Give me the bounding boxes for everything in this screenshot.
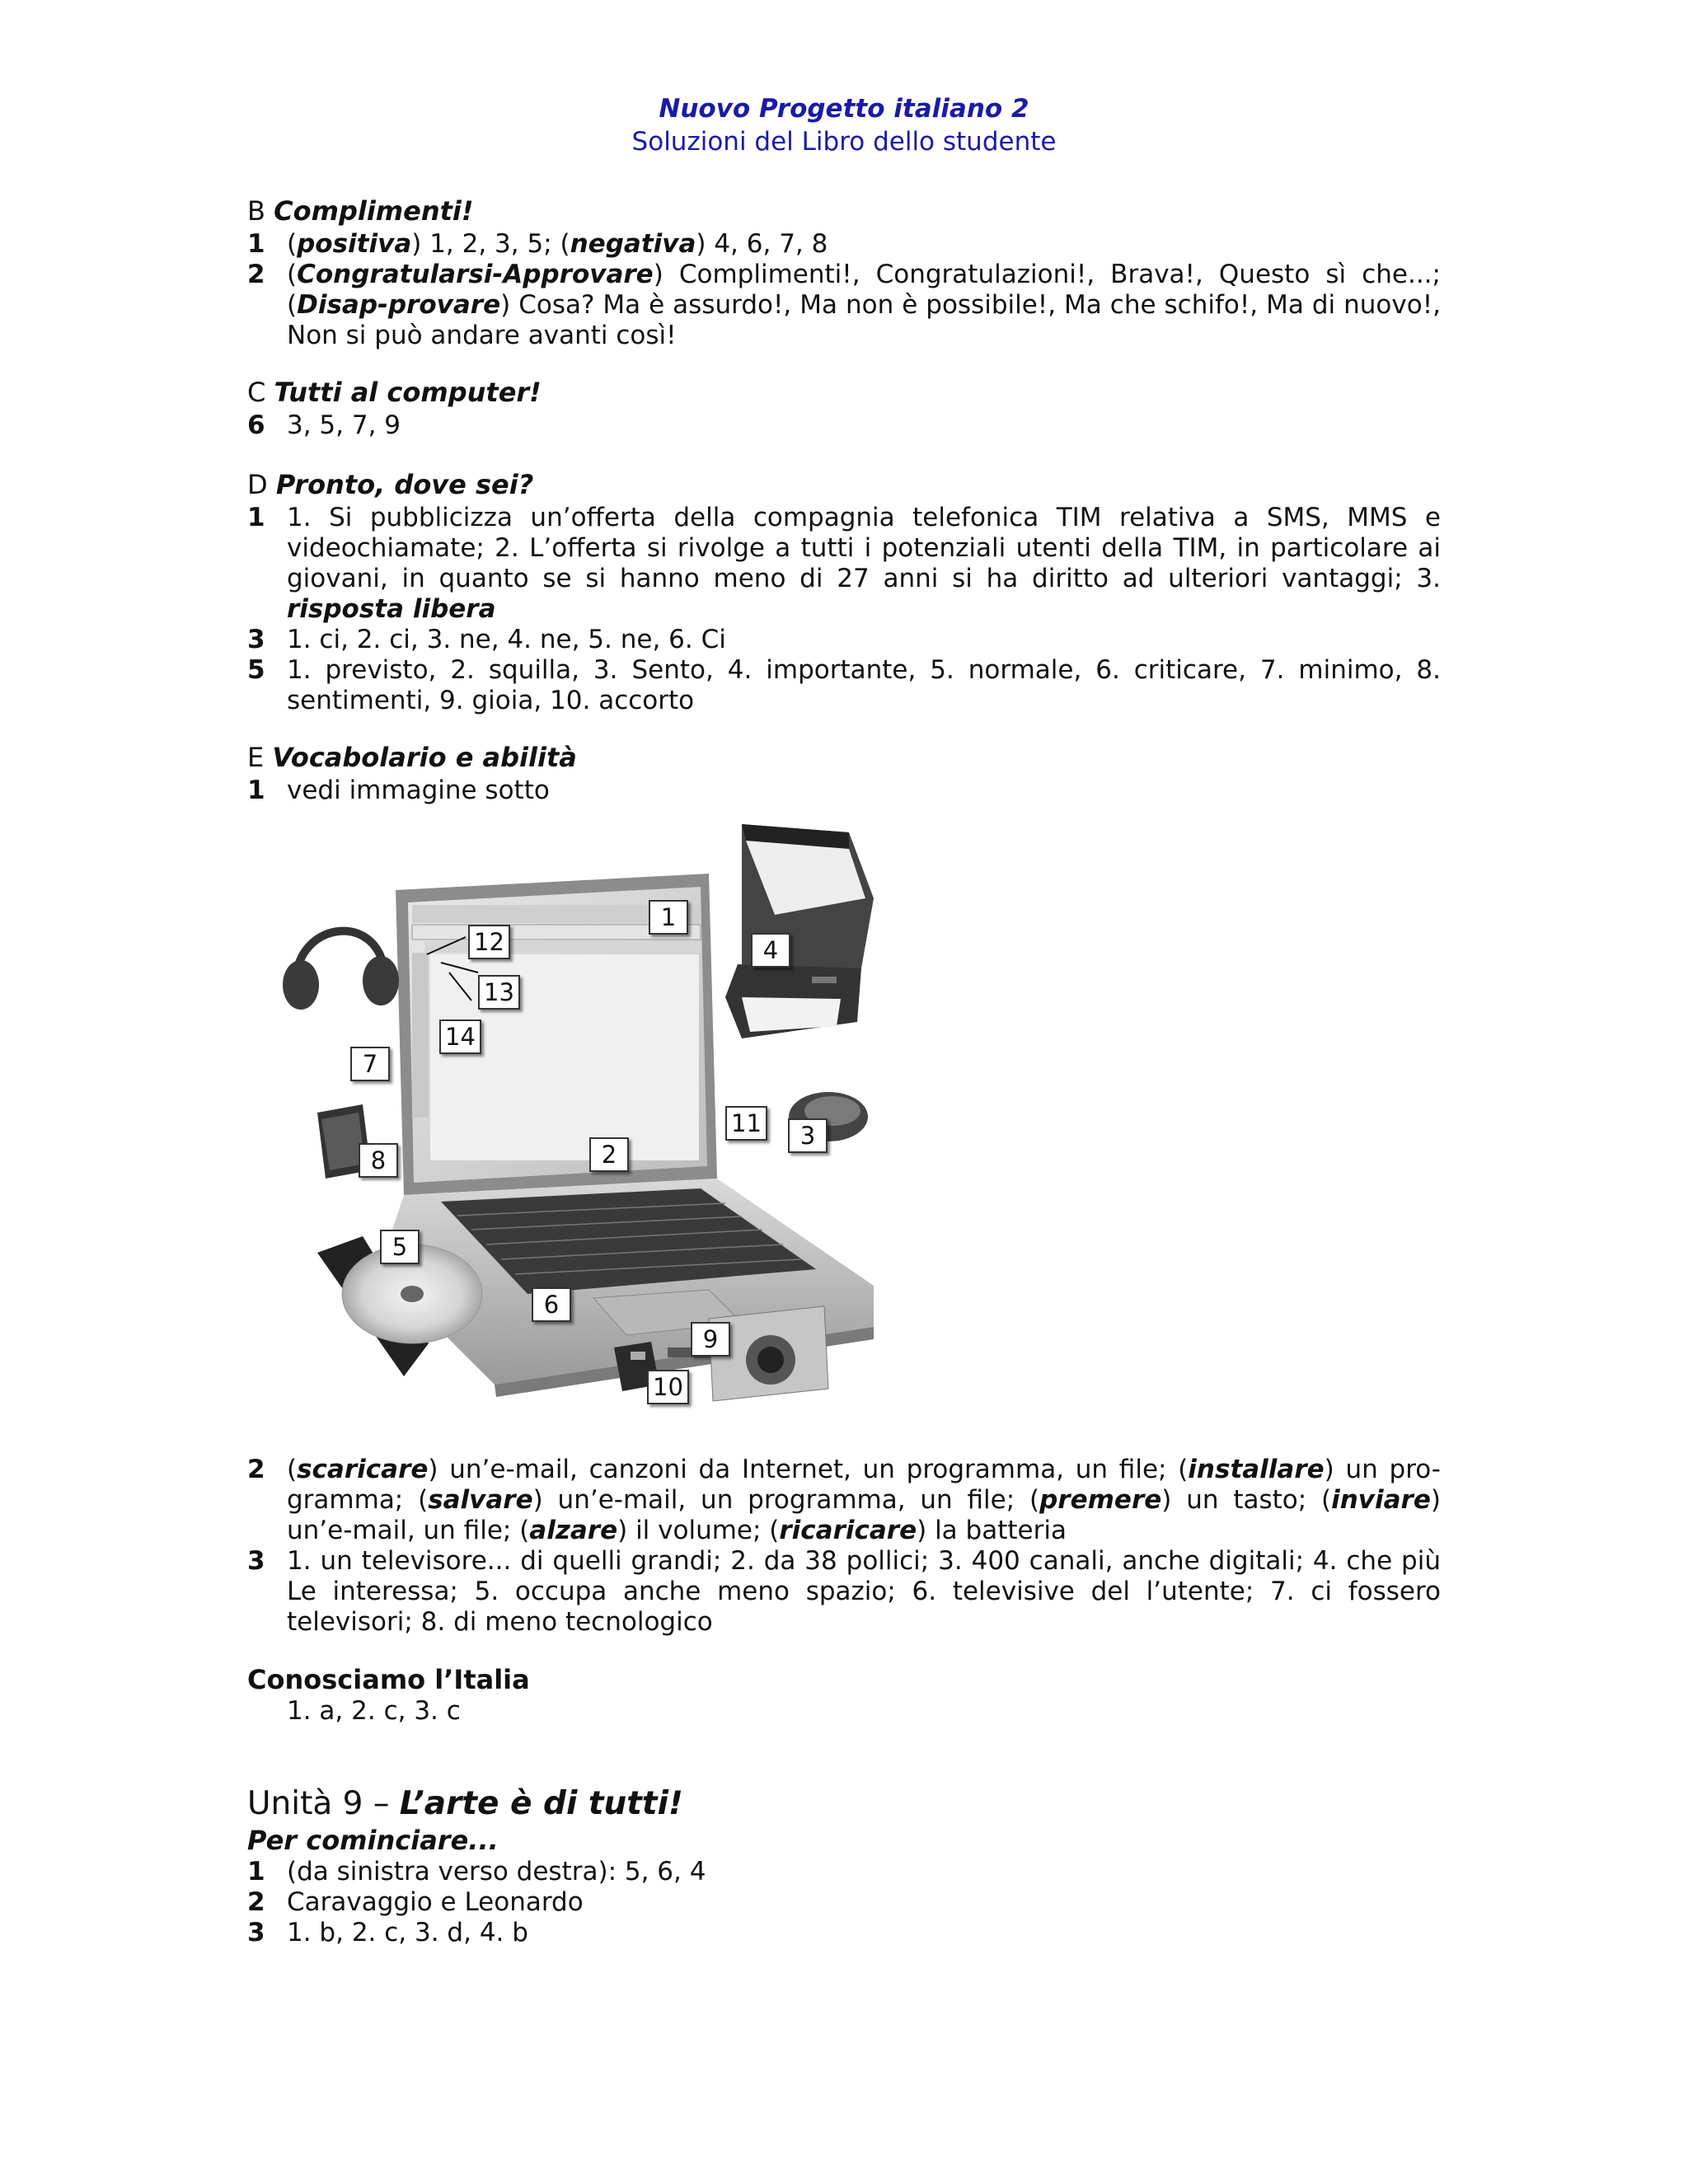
callout-13: 13: [478, 975, 520, 1010]
callout-11: 11: [725, 1106, 767, 1141]
conosciamo-answers: 1. a, 2. c, 3. c: [287, 1696, 461, 1726]
section-b-title: B Complimenti!: [247, 195, 474, 227]
callout-6: 6: [532, 1287, 571, 1322]
section-e: [247, 741, 1441, 806]
exercise-row: 1 1. Si pubblicizza un’offerta della compagnia telefonica TIM relativa a SMS, MMS e videochiamate; 2. L’offerta si rivolge a tutti i potenziali utenti della TIM, in particolare ai giovani, in quanto se si hanno meno di 27 anni si ha diritto ad ulteriori vantaggi; 3. risposta libera: [247, 503, 1441, 624]
exercise-row: 2 (scaricare) un’e-mail, canzoni da Internet, un programma, un file; (installare) un pro-gramma; (salvare) un’e-mail, un programma, un file; (premere) un tasto; (inviare) un’e-mail, un file; (alzare) il volume; (ricaricare) la batteria: [247, 1455, 1441, 1545]
section-d-title: D Pronto, dove sei?: [247, 469, 534, 500]
document-header: [0, 92, 1688, 158]
callout-5: 5: [380, 1230, 420, 1264]
equipment-drawing: [280, 808, 890, 1418]
exercise-row: 1 vedi immagine sotto: [247, 776, 550, 805]
section-d: [247, 468, 1441, 716]
unit-9-title: Unità 9 – L’arte è di tutti!: [247, 1785, 683, 1822]
exercise-row: 3 1. ci, 2. ci, 3. ne, 4. ne, 5. ne, 6. Ci: [247, 625, 726, 654]
callout-8: 8: [359, 1143, 398, 1178]
callout-2: 2: [589, 1137, 629, 1172]
callout-1: 1: [649, 900, 688, 935]
conosciamo-title: Conosciamo l’Italia: [247, 1664, 530, 1695]
section-c-title: C Tutti al computer!: [247, 377, 542, 408]
callout-12: 12: [468, 925, 510, 959]
exercise-row: 6 3, 5, 7, 9: [247, 410, 401, 440]
exercise-row: 3 1. un televisore... di quelli grandi; 2. da 38 pollici; 3. 400 canali, anche digitali; 4. che più Le interessa; 5. occupa anche meno spazio; 6. televisive del l’utente; 7. ci fossero televisori; 8. di meno tecnologico: [247, 1546, 1441, 1637]
printer-drawing: [725, 824, 874, 1038]
callout-9: 9: [691, 1322, 730, 1357]
section-b: [247, 194, 1441, 351]
unit-9-section: [247, 1784, 1441, 1948]
section-c: [247, 376, 1441, 441]
exercise-row: 2 (Congratularsi-Approvare) Complimenti!, Congratulazioni!, Brava!, Questo sì che...; (Disap-provare) Cosa? Ma è assurdo!, Ma non è possibile!, Ma che schifo!, Ma di nuovo!, Non si può andare avanti così!: [247, 260, 1441, 350]
book-title: Nuovo Progetto italiano 2: [659, 94, 1029, 124]
unit-9-subtitle: Per cominciare...: [247, 1825, 499, 1856]
section-e-continued: [247, 1455, 1441, 1638]
computer-equipment-illustration: [280, 808, 890, 1418]
exercise-row: 2 Caravaggio e Leonardo: [247, 1887, 584, 1917]
book-subtitle: Soluzioni del Libro dello studente: [631, 127, 1057, 157]
callout-3: 3: [788, 1118, 828, 1153]
conosciamo-section: [247, 1663, 1441, 1727]
headphones-drawing: [283, 931, 399, 1010]
exercise-row: 1 (positiva) 1, 2, 3, 5; (negativa) 4, 6, 7, 8: [247, 229, 828, 259]
callout-10: 10: [647, 1370, 689, 1404]
section-e-title: E Vocabolario e abilità: [247, 742, 577, 773]
exercise-row: 3 1. b, 2. c, 3. d, 4. b: [247, 1918, 528, 1947]
callout-7: 7: [350, 1047, 390, 1081]
exercise-row: 5 1. previsto, 2. squilla, 3. Sento, 4. importante, 5. normale, 6. criticare, 7. minimo, 8. sentimenti, 9. gioia, 10. accorto: [247, 655, 1441, 715]
exercise-row: 1 (da sinistra verso destra): 5, 6, 4: [247, 1857, 706, 1886]
callout-4: 4: [751, 933, 790, 968]
callout-14: 14: [439, 1019, 481, 1054]
